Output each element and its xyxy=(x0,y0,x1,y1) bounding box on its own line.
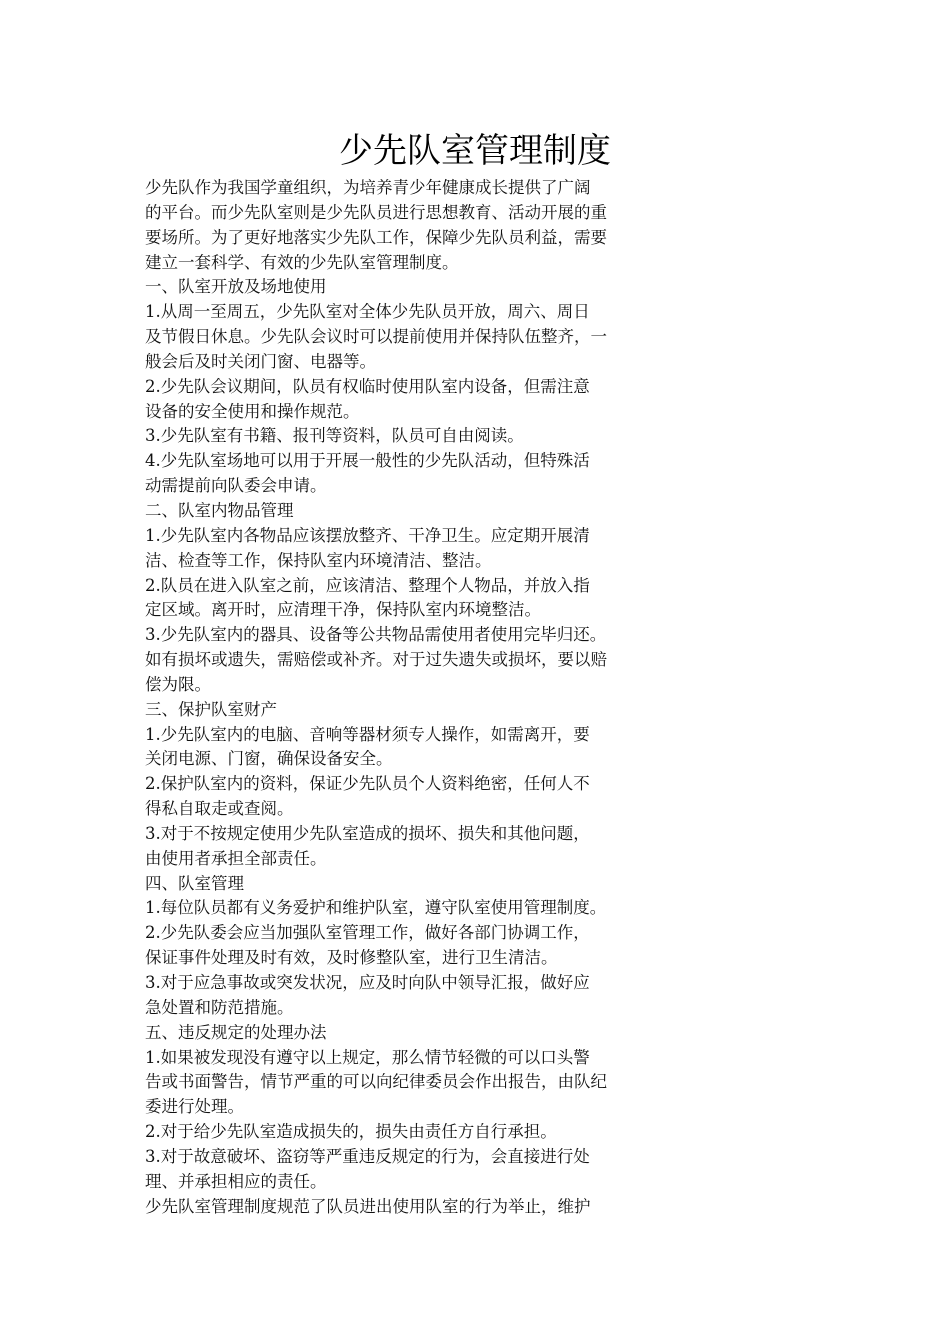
body-line: 委进行处理。 xyxy=(145,1097,244,1117)
body-line: 由使用者承担全部责任。 xyxy=(145,848,327,868)
body-line: 三、保护队室财产 xyxy=(145,699,277,719)
body-line: 告或书面警告，情节严重的可以向纪律委员会作出报告，由队纪 xyxy=(145,1072,607,1092)
body-line: 3.对于故意破坏、盗窃等严重违反规定的行为，会直接进行处 xyxy=(145,1146,590,1166)
body-line: 3.对于不按规定使用少先队室造成的损坏、损失和其他问题， xyxy=(145,823,590,843)
body-line: 2.少先队会议期间，队员有权临时使用队室内设备，但需注意 xyxy=(145,376,590,396)
body-line: 设备的安全使用和操作规范。 xyxy=(145,401,360,421)
body-line: 2.对于给少先队室造成损失的，损失由责任方自行承担。 xyxy=(145,1122,557,1142)
body-line: 少先队作为我国学童组织，为培养青少年健康成长提供了广阔 xyxy=(145,178,591,197)
body-line: 一、队室开放及场地使用 xyxy=(145,277,327,297)
body-line: 1.每位队员都有义务爱护和维护队室，遵守队室使用管理制度。 xyxy=(145,898,607,918)
body-line: 动需提前向队委会申请。 xyxy=(145,476,327,496)
body-line: 1.少先队室内的电脑、音响等器材须专人操作，如需离开，要 xyxy=(145,724,590,744)
body-line: 定区域。离开时，应清理干净，保持队室内环境整洁。 xyxy=(145,600,541,620)
body-line: 3.少先队室有书籍、报刊等资料，队员可自由阅读。 xyxy=(145,426,524,446)
body-line: 3.对于应急事故或突发状况，应及时向队中领导汇报，做好应 xyxy=(145,973,590,992)
body-line: 3.少先队室内的器具、设备等公共物品需使用者使用完毕归还。 xyxy=(145,625,607,645)
body-line: 急处置和防范措施。 xyxy=(145,997,294,1017)
body-line: 1.如果被发现没有遵守以上规定，那么情节轻微的可以口头警 xyxy=(145,1047,590,1067)
body-line: 要场所。为了更好地落实少先队工作，保障少先队员利益，需要 xyxy=(145,227,607,247)
body-line: 及节假日休息。少先队会议时可以提前使用并保持队伍整齐，一 xyxy=(145,327,607,347)
body-line: 如有损坏或遗失，需赔偿或补齐。对于过失遗失或损坏，要以赔 xyxy=(145,650,607,670)
body-line: 少先队室管理制度规范了队员进出使用队室的行为举止，维护 xyxy=(145,1196,591,1216)
body-line: 二、队室内物品管理 xyxy=(145,500,294,520)
body-line: 保证事件处理及时有效，及时修整队室，进行卫生清洁。 xyxy=(145,948,558,968)
document-body xyxy=(145,176,690,1219)
document-title: 少先队室管理制度 xyxy=(339,131,611,171)
body-line: 五、违反规定的处理办法 xyxy=(145,1022,327,1042)
body-line: 4.少先队室场地可以用于开展一般性的少先队活动，但特殊活 xyxy=(145,451,590,471)
body-line: 2.保护队室内的资料，保证少先队员个人资料绝密，任何人不 xyxy=(145,774,590,794)
body-line: 建立一套科学、有效的少先队室管理制度。 xyxy=(145,252,459,272)
body-line: 般会后及时关闭门窗、电器等。 xyxy=(145,351,376,371)
body-line: 1.从周一至周五，少先队室对全体少先队员开放，周六、周日 xyxy=(145,302,590,322)
body-line: 的平台。而少先队室则是少先队员进行思想教育、活动开展的重 xyxy=(145,202,607,222)
body-line: 得私自取走或查阅。 xyxy=(145,799,294,819)
body-line: 1.少先队室内各物品应该摆放整齐、干净卫生。应定期开展清 xyxy=(145,525,590,545)
body-line: 四、队室管理 xyxy=(145,873,244,893)
body-line: 关闭电源、门窗，确保设备安全。 xyxy=(145,749,393,769)
body-line: 偿为限。 xyxy=(145,674,211,694)
body-line: 理、并承担相应的责任。 xyxy=(145,1171,327,1191)
body-line: 2.少先队委会应当加强队室管理工作，做好各部门协调工作， xyxy=(145,923,590,943)
body-line: 洁、检查等工作，保持队室内环境清洁、整洁。 xyxy=(145,550,492,570)
body-line: 2.队员在进入队室之前，应该清洁、整理个人物品，并放入指 xyxy=(145,575,590,595)
